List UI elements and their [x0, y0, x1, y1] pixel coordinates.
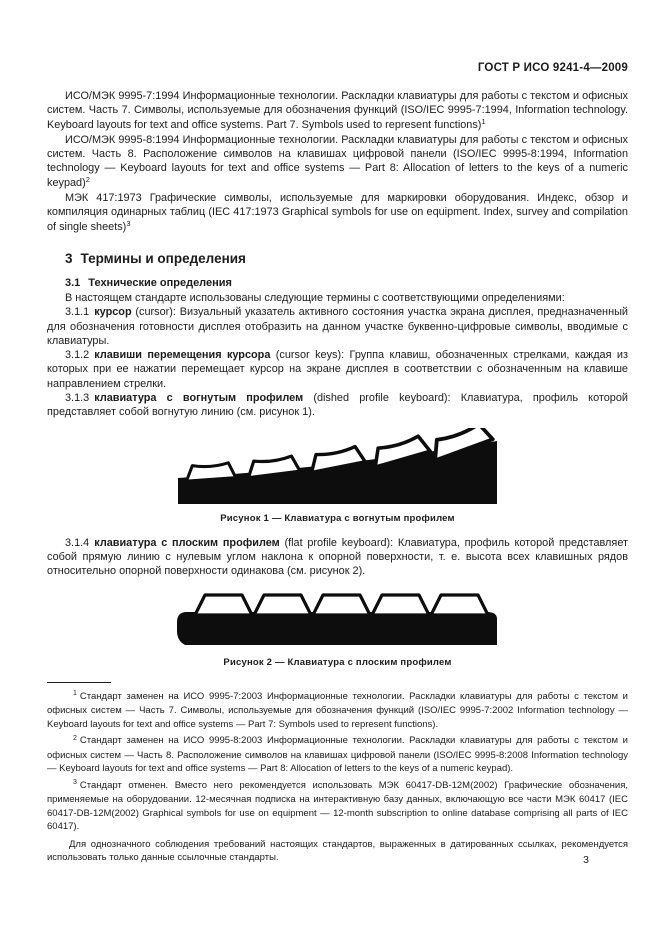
page-number: 3 [583, 854, 589, 866]
terms-intro: В настоящем стандарте использованы следующие термины с соответствующими определениями: [65, 291, 565, 304]
closing-note: Для однозначного соблюдения требований настоящих стандартов, выраженных в датированных ссылках, рекомендуется использовать только данные ссылочные стандарты. [47, 838, 628, 864]
footnote-1 [47, 690, 628, 732]
definition-3-1-4 [47, 536, 628, 579]
figure-1-caption: Рисунок 1 — Клавиатура с вогнутым профилем [220, 512, 455, 524]
document-code-header: ГОСТ Р ИСО 9241-4—2009 [477, 62, 628, 74]
section-number: 3 [65, 250, 73, 266]
definition-number: 3.1.3 [65, 392, 90, 405]
footnote-text: Стандарт отменен. Вместо него рекомендуется использовать МЭК 60417-DB-12M(2002) Графические обозначения, применяемые на оборудовании. 12-месячная подписка на интерактивную базу данных, включающую все части МЭК 60417 (IEC 60417-DB-12M(2002) Graphical symbols for use on equipment — 12-month subscription to online database comprising all parts of IEC 60417). [47, 779, 628, 833]
footnote-separator-rule [47, 682, 111, 683]
flat-keyboard-profile-image [177, 591, 499, 645]
footnote-text: Стандарт заменен на ИСО 9995-8:2003 Информационные технологии. Раскладки клавиатуры для работы с текстом и офисных систем — Часть 8. Расположение символов на клавишах цифровой панели (ISO/IEC 9995-8:2008 Information technology — Keyboard layouts for text and office systems — Part 8: Allocation of letters to the keys of a numeric keypad). [47, 735, 628, 775]
footnote-marker: 3 [73, 779, 77, 787]
definition-term: клавиатура с вогнутым профилем [94, 392, 304, 405]
definition-term: курсор [94, 306, 132, 319]
definition-term: клавиатура с плоским профилем [94, 536, 280, 549]
figure-2 [47, 591, 628, 645]
reference-item [47, 133, 628, 191]
footnote-2 [47, 734, 628, 776]
section-title: Термины и определения [80, 250, 246, 266]
definition-text: (cursor): Визуальный указатель активного состояния участка экрана дисплея, предназначенный для обозначения готовности дисплея отобразить на данном участке буквенно-цифровые символы, вводимые с клавиатуры. [47, 306, 628, 347]
section-heading [47, 251, 628, 266]
subsection-number: 3.1 [65, 276, 81, 289]
reference-text: ИСО/МЭК 9995-8:1994 Информационные технологии. Раскладки клавиатуры для работы с текстом и офисных систем. Часть 8. Расположение символов на клавишах цифровой панели (ISO/IEC 9995-8:1994, Information technology — Keyboard layouts for text and office systems — Part 8: Allocation of letters to the keys of a numeric keypad) [47, 133, 628, 189]
footnote-ref-mark: 1 [481, 116, 486, 126]
definition-3-1-3 [47, 391, 628, 420]
definition-text: (flat profile keyboard): Клавиатура, профиль которой представляет собой прямую линию с нулевым углом наклона к опорной поверхности, т. е. высота всех клавишных рядов относительно опорной поверхности одинакова (см. рисунок 2). [47, 536, 628, 578]
reference-text: ИСО/МЭК 9995-7:1994 Информационные технологии. Раскладки клавиатуры для работы с текстом и офисных систем. Часть 7. Символы, используемые для обозначения функций (ISO/IEC 9995-7:1994, Information technology. Keyboard layouts for text and office systems. Part 7. Symbols used to represent functions) [47, 90, 628, 131]
definition-text: (dished profile keyboard): Клавиатура, профиль которой представляет собой вогнутую линию (см. рисунок 1). [47, 392, 629, 419]
definition-number: 3.1.1 [65, 306, 90, 319]
subsection-heading [47, 277, 628, 289]
dished-keyboard-profile-image [178, 428, 498, 504]
reference-item [47, 89, 628, 133]
footnote-3 [47, 779, 628, 834]
figure-1 [47, 428, 628, 504]
definition-text: (cursor keys): Группа клавиш, обозначенных стрелками, каждая из которых при ее нажатии перемещает курсор на экране дисплея в соответствии с обозначенным на клавише направлением стрелки. [47, 349, 628, 390]
definition-number: 3.1.2 [65, 349, 90, 362]
reference-text: МЭК 417:1973 Графические символы, используемые для маркировки оборудования. Индекс, обзор и компиляция одинарных таблиц (IEC 417:1973 Graphical symbols for use on equipment. Index, survey and compilation of single sheets) [47, 192, 628, 233]
footnote-ref-mark: 2 [85, 174, 90, 184]
footnote-ref-mark: 3 [126, 218, 131, 228]
footnote-marker: 1 [73, 690, 77, 698]
definition-number: 3.1.4 [65, 536, 90, 549]
footnote-text: Стандарт заменен на ИСО 9995-7:2003 Информационные технологии. Раскладки клавиатуры для работы с текстом и офисных систем — Часть 7. Символы, используемые для обозначения функций (ISO/IEC 9995-7:2002 Information technology — Keyboard layouts for text and office systems — Part 7: Symbols used to represent functions). [47, 690, 628, 730]
definition-3-1-2 [47, 348, 628, 391]
footnote-marker: 2 [73, 734, 77, 742]
reference-item [47, 191, 628, 235]
definition-3-1-1 [47, 305, 628, 348]
definition-term: клавиши перемещения курсора [94, 349, 271, 362]
subsection-title: Технические определения [88, 276, 232, 289]
figure-2-caption: Рисунок 2 — Клавиатура с плоским профилем [223, 656, 452, 668]
